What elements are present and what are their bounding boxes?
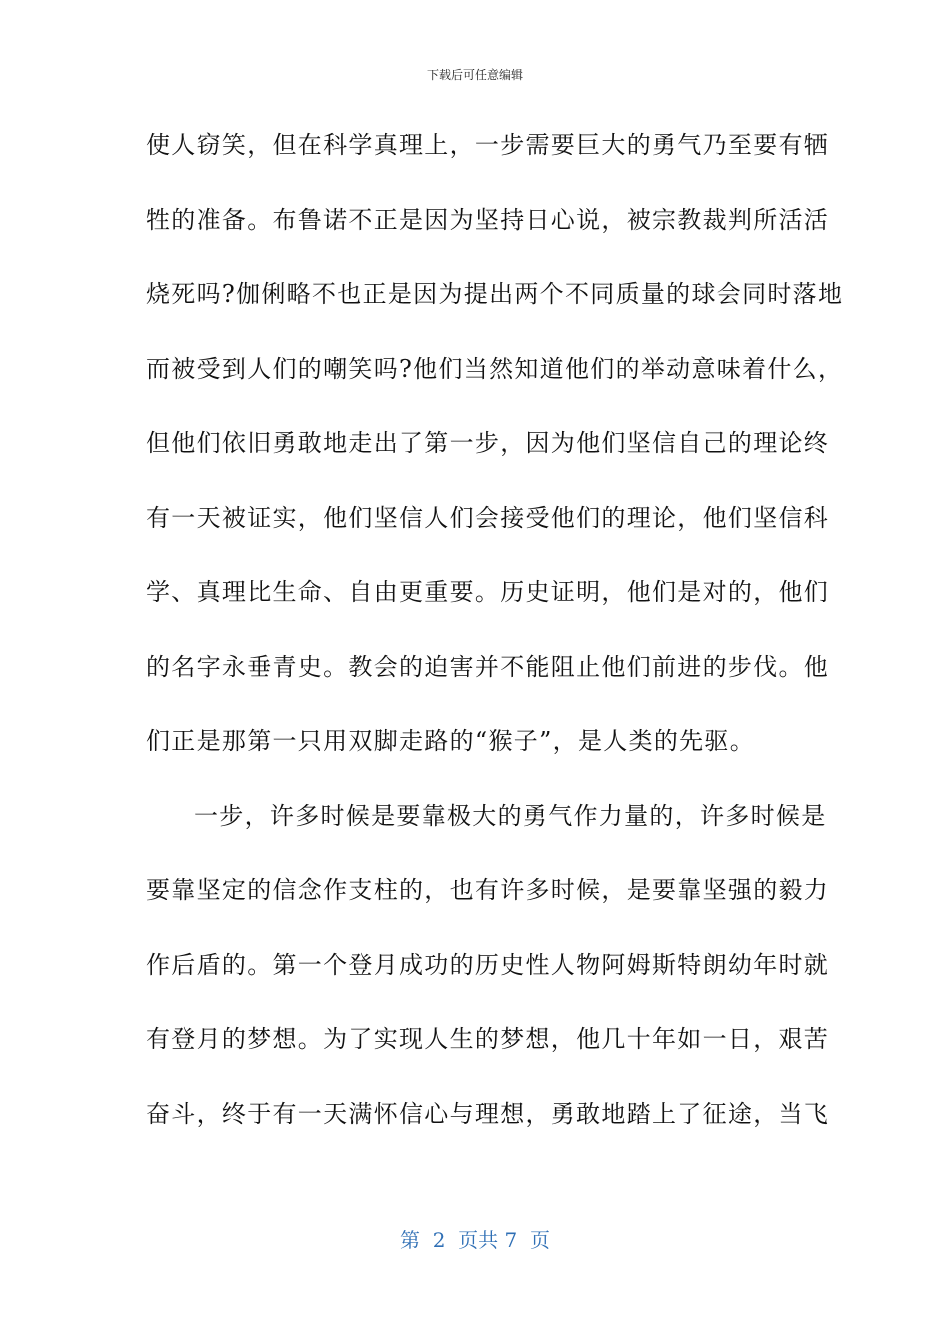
body-line: 的名字永垂青史。教会的迫害并不能阻止他们前进的步伐。他	[146, 652, 830, 681]
body-line: 牲的准备。布鲁诺不正是因为坚持日心说，被宗教裁判所活活	[146, 205, 830, 234]
body-line: 烧死吗?伽俐略不也正是因为提出两个不同质量的球会同时落地	[146, 280, 844, 308]
body-line: 使人窃笑，但在科学真理上，一步需要巨大的勇气乃至要有牺	[146, 131, 830, 159]
body-line: 但他们依旧勇敢地走出了第一步，因为他们坚信自己的理论终	[146, 429, 830, 457]
body-line: 有登月的梦想。为了实现人生的梦想，他几十年如一日，艰苦	[146, 1025, 830, 1053]
body-line-paragraph-start: 一步，许多时候是要靠极大的勇气作力量的，许多时候是	[194, 801, 827, 830]
header-note: 下载后可任意编辑	[426, 68, 523, 82]
document-body	[146, 108, 844, 1151]
body-line: 有一天被证实，他们坚信人们会接受他们的理论，他们坚信科	[146, 503, 830, 532]
body-line: 作后盾的。第一个登月成功的历史性人物阿姆斯特朗幼年时就	[146, 950, 830, 979]
body-line: 们正是那第一只用双脚走路的“猴子”，是人类的先驱。	[146, 727, 756, 755]
body-line: 奋斗，终于有一天满怀信心与理想，勇敢地踏上了征途，当飞	[146, 1099, 830, 1128]
body-line: 要靠坚定的信念作支柱的，也有许多时候，是要靠坚强的毅力	[146, 876, 830, 904]
body-line: 学、真理比生命、自由更重要。历史证明，他们是对的，他们	[146, 578, 830, 606]
body-line: 而被受到人们的嘲笑吗?他们当然知道他们的举动意味着什么，	[146, 354, 844, 383]
page-number-footer: 第 2 页共 7 页	[400, 1228, 550, 1252]
